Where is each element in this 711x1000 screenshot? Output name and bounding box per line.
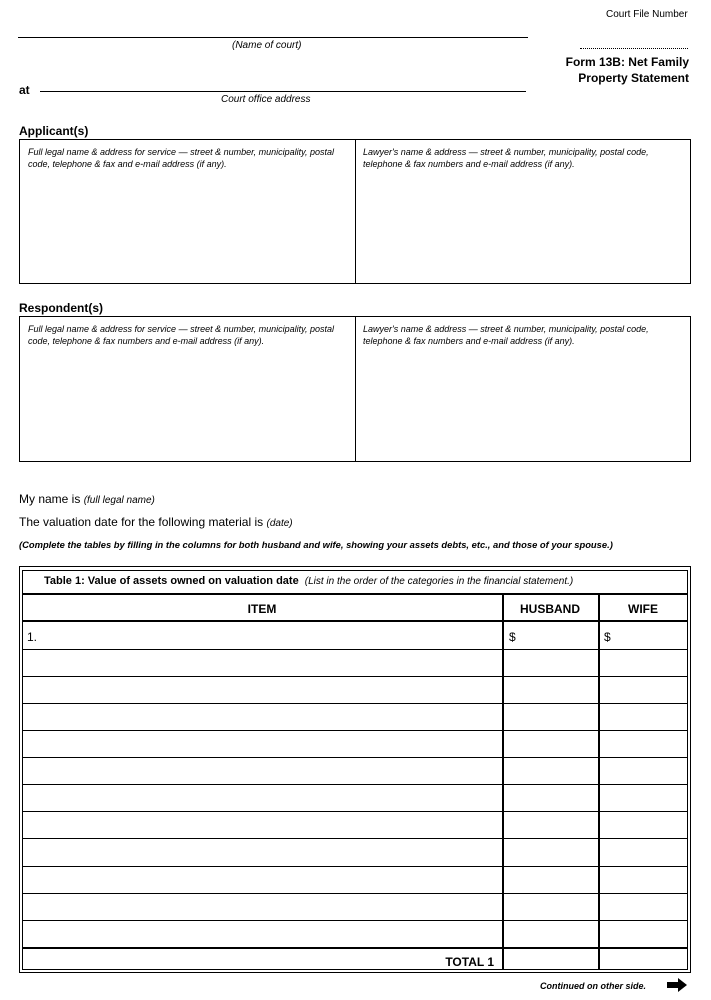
col-header-husband: HUSBAND xyxy=(520,602,580,616)
table-row[interactable] xyxy=(22,784,688,785)
applicant-lawyer-hint: Lawyer's name & address — street & number, municipality, postal code, telephone & fax numbers and e-mail address (if any). xyxy=(363,147,649,169)
col-header-item: ITEM xyxy=(247,602,277,616)
table-row[interactable] xyxy=(22,676,688,677)
respondent-lawyer-field[interactable] xyxy=(358,350,688,458)
respondents-heading: Respondent(s) xyxy=(19,301,103,315)
valuation-date-label: The valuation date for the following material is xyxy=(19,515,264,529)
table1-col-divider-2 xyxy=(598,594,600,970)
table-row[interactable] xyxy=(22,730,688,731)
court-file-number-label: Court File Number xyxy=(606,9,688,20)
table1-header-divider xyxy=(22,620,688,622)
respondent-lawyer-hint: Lawyer's name & address — street & number, municipality, postal code, telephone & fax numbers and e-mail address (if any). xyxy=(363,324,649,346)
table-row[interactable] xyxy=(22,703,688,704)
valuation-date-field[interactable] xyxy=(330,513,690,529)
my-name-line xyxy=(19,492,155,506)
instructions-text: (Complete the tables by filling in the columns for both husband and wife, showing your assets debts, etc., and those of your spouse.) xyxy=(19,539,613,550)
table-row[interactable] xyxy=(22,920,688,921)
table1-inner-box xyxy=(22,570,688,970)
table1-title-divider xyxy=(22,593,688,595)
my-name-hint: (full legal name) xyxy=(83,495,155,506)
husband-currency-symbol: $ xyxy=(509,630,516,644)
applicants-divider xyxy=(355,139,356,284)
table-row[interactable] xyxy=(22,838,688,839)
form-title-line2: Property Statement xyxy=(578,71,689,85)
table1-total-divider xyxy=(22,947,688,949)
table1-col-divider-1 xyxy=(502,594,504,970)
my-name-field[interactable] xyxy=(190,490,690,506)
form-title-line1: Form 13B: Net Family xyxy=(565,55,689,69)
husband-total-field[interactable] xyxy=(505,950,595,968)
my-name-label: My name is xyxy=(19,492,81,506)
wife-currency-symbol: $ xyxy=(604,630,611,644)
court-office-address-field[interactable] xyxy=(40,91,526,92)
wife-total-field[interactable] xyxy=(601,950,687,968)
name-of-court-label: (Name of court) xyxy=(232,40,302,51)
arrow-right-icon xyxy=(666,978,688,992)
court-office-address-label: Court office address xyxy=(221,94,311,105)
court-file-number-field[interactable] xyxy=(580,48,688,49)
row-number: 1. xyxy=(27,630,38,644)
table-row[interactable] xyxy=(22,866,688,867)
table1-title-text: Table 1: Value of assets owned on valuation date xyxy=(44,575,299,587)
applicant-address-field[interactable] xyxy=(22,172,352,280)
table1-title xyxy=(44,575,573,587)
name-of-court-field[interactable] xyxy=(18,37,528,38)
applicant-address-hint: Full legal name & address for service — street & number, municipality, postal code, telephone & fax and e-mail address (if any). xyxy=(28,147,334,169)
table-row[interactable] xyxy=(22,811,688,812)
continued-text: Continued on other side. xyxy=(540,981,646,991)
applicants-heading: Applicant(s) xyxy=(19,124,89,138)
table-row[interactable] xyxy=(22,649,688,650)
respondents-divider xyxy=(355,316,356,462)
at-label: at xyxy=(19,83,30,97)
valuation-date-line xyxy=(19,515,293,529)
col-header-wife: WIFE xyxy=(628,602,658,616)
table-row[interactable] xyxy=(22,893,688,894)
valuation-date-hint: (date) xyxy=(266,518,293,529)
table-row[interactable] xyxy=(22,757,688,758)
total-label: TOTAL 1 xyxy=(445,955,494,969)
form-title xyxy=(566,54,689,86)
applicant-lawyer-field[interactable] xyxy=(358,172,688,280)
respondent-address-field[interactable] xyxy=(22,350,352,458)
table1-title-hint: (List in the order of the categories in the financial statement.) xyxy=(304,576,574,587)
respondent-address-hint: Full legal name & address for service — street & number, municipality, postal code, telephone & fax numbers and e-mail address (if any). xyxy=(28,324,334,346)
